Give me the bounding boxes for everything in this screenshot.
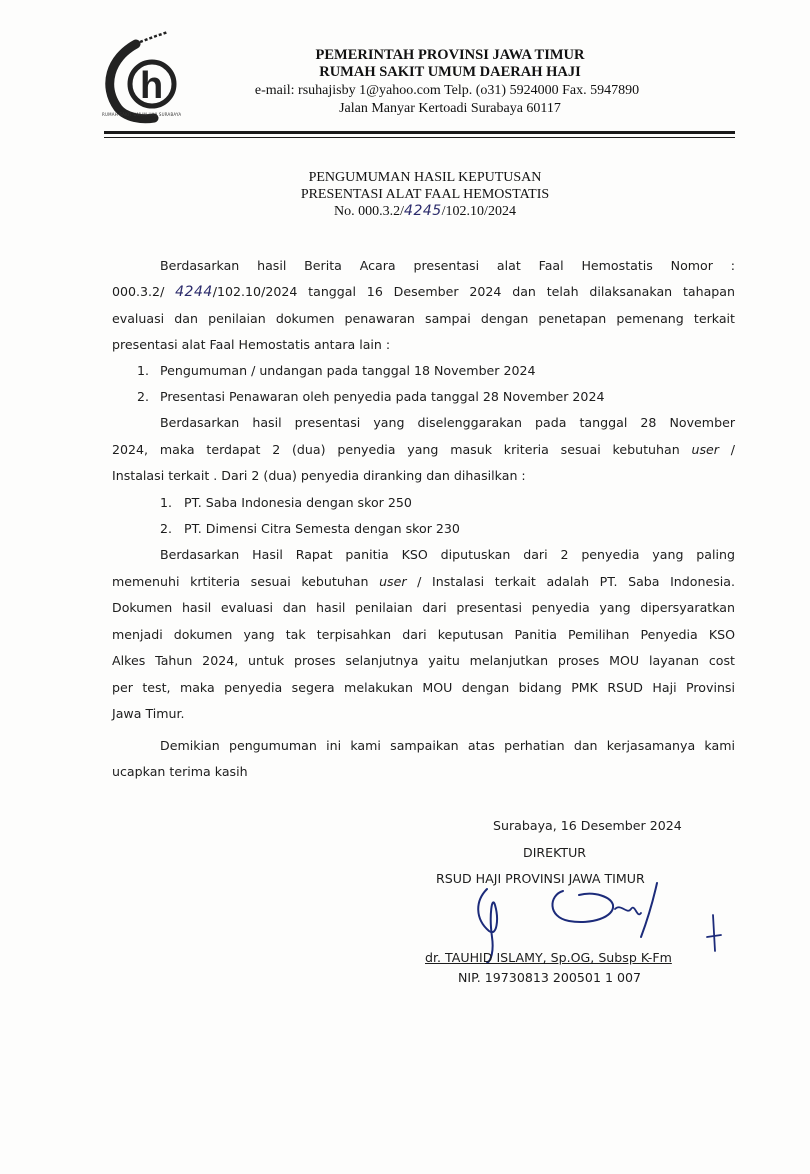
p3-line6: per test, maka penyedia segera melakukan MOU dengan bidang PMK RSUD Haji Provinsi (112, 680, 735, 695)
p3-line3: Dokumen hasil evaluasi dan hasil penilaian dari presentasi penyedia yang dipersyaratkan (112, 600, 735, 615)
list2-number-2: 2. (160, 521, 173, 536)
p3-line2-prefix: memenuhi krtiteria sesuai kebutuhan (112, 574, 380, 589)
document-number-handwritten: 4245 (404, 203, 442, 219)
p3-line4: menjadi dokumen yang tak terpisahkan dari keputusan Panitia Pemilihan Penyedia KSO (112, 627, 735, 642)
document-number (215, 203, 635, 220)
p2-line2-user: user (691, 442, 719, 457)
list2-item-2: PT. Dimensi Citra Semesta dengan skor 230 (184, 521, 460, 536)
p3-line7: Jawa Timur. (112, 706, 185, 721)
p2-line2-suffix: / (718, 442, 735, 457)
p3-line5: Alkes Tahun 2024, untuk proses selanjutnya yaitu melanjutkan proses MOU layanan cost (112, 653, 735, 668)
signature-name: dr. TAUHID ISLAMY, Sp.OG, Subsp K-Fm (425, 950, 672, 965)
list1-number-1: 1. (137, 363, 150, 378)
signature-institution: RSUD HAJI PROVINSI JAWA TIMUR (436, 871, 645, 886)
p3-line2-suffix: / Instalasi terkait adalah PT. Saba Indonesia. (406, 574, 735, 589)
p2-line2 (112, 442, 735, 457)
signature-place-date: Surabaya, 16 Desember 2024 (493, 818, 682, 833)
p4-line2: ucapkan terima kasih (112, 764, 248, 779)
p2-line2-prefix: 2024, maka terdapat 2 (dua) penyedia yang masuk kriteria sesuai kebutuhan (112, 442, 692, 457)
svg-text:h: h (140, 65, 164, 107)
signature-position: DIREKTUR (523, 845, 587, 860)
p1-line2 (112, 284, 735, 300)
list1-number-2: 2. (137, 389, 150, 404)
document-title-line1: PENGUMUMAN HASIL KEPUTUSAN (308, 170, 542, 185)
p1-handwritten-number: 4244 (175, 284, 213, 300)
p1-line2-prefix: 000.3.2/ (112, 284, 176, 299)
p3-line2-user: user (379, 574, 407, 589)
letterhead-hospital: RUMAH SAKIT UMUM DAERAH HAJI (319, 64, 581, 80)
list2-item-1: PT. Saba Indonesia dengan skor 250 (184, 495, 412, 510)
header-rule-thick (104, 131, 735, 134)
document-number-suffix: /102.10/2024 (441, 204, 516, 219)
p4-line1: Demikian pengumuman ini kami sampaikan atas perhatian dan kerjasamanya kami (160, 738, 735, 753)
p2-line3: Instalasi terkait . Dari 2 (dua) penyedia diranking dan dihasilkan : (112, 468, 526, 483)
p1-line2-suffix: /102.10/2024 tanggal 16 Desember 2024 dan telah dilaksanakan tahapan (212, 284, 735, 299)
list2-number-1: 1. (160, 495, 173, 510)
letterhead-address: Jalan Manyar Kertoadi Surabaya 60117 (339, 101, 561, 116)
p2-line1: Berdasarkan hasil presentasi yang diselenggarakan pada tanggal 28 November (160, 415, 735, 430)
signature-nip: NIP. 19730813 200501 1 007 (458, 970, 642, 985)
p3-line2 (112, 574, 735, 589)
letterhead-government: PEMERINTAH PROVINSI JAWA TIMUR (315, 47, 585, 63)
header-rule-thin (104, 137, 735, 138)
list1-item-1: Pengumuman / undangan pada tanggal 18 November 2024 (160, 363, 536, 378)
letterhead-contact: e-mail: rsuhajisby 1@yahoo.com Telp. (o31) 5924000 Fax. 5947890 (254, 83, 640, 98)
p1-line1: Berdasarkan hasil Berita Acara presentasi alat Faal Hemostatis Nomor : (160, 258, 735, 273)
document-title-line2: PRESENTASI ALAT FAAL HEMOSTATIS (300, 187, 550, 202)
logo-caption: RUMAH SAKIT UMUM HAJI SURABAYA (102, 112, 182, 117)
hospital-logo (96, 24, 196, 124)
document-number-prefix: No. 000.3.2/ (334, 204, 405, 219)
list1-item-2: Presentasi Penawaran oleh penyedia pada tanggal 28 November 2024 (160, 389, 605, 404)
p1-line4: presentasi alat Faal Hemostatis antara lain : (112, 337, 391, 352)
p1-line3: evaluasi dan penilaian dokumen penawaran sampai dengan penetapan pemenang terkait (112, 311, 735, 326)
p3-line1: Berdasarkan Hasil Rapat panitia KSO diputuskan dari 2 penyedia yang paling (160, 547, 735, 562)
